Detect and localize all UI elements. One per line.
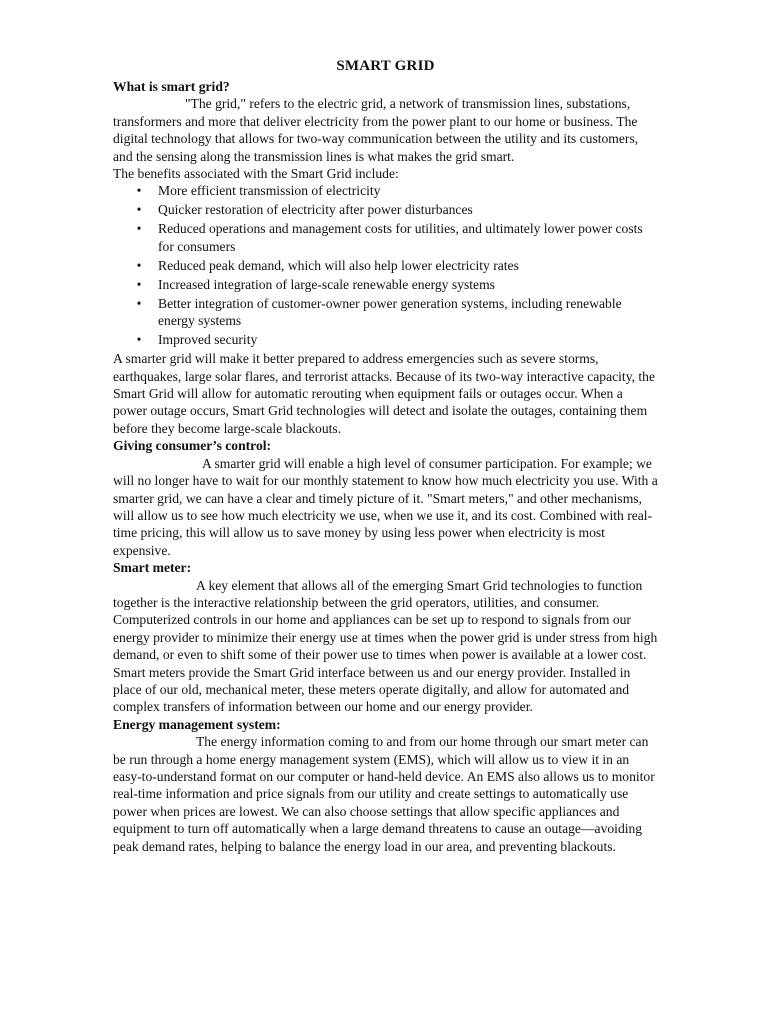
- list-item-text: More efficient transmission of electricity: [158, 183, 381, 199]
- list-item-text: Quicker restoration of electricity after power disturbances: [158, 202, 473, 218]
- list-item: [136, 182, 658, 199]
- list-item: [136, 331, 658, 348]
- list-item-text: Reduced peak demand, which will also help lower electricity rates: [158, 257, 519, 273]
- bullet-icon: •: [136, 257, 142, 273]
- paragraph-energy-management-system: The energy information coming to and from our home through our smart meter can be run through a home energy management system (EMS), which will allow us to view it in an easy-to-understand format on our computer or hand-held device. An EMS also allows us to monitor real-time information and price signals from our utility and create settings to automatically use power when prices are lowest. We can also choose settings that allow specific appliances and equipment to turn off automatically when a large demand threatens to cause an outage—avoiding peak demand rates, helping to balance the energy load in our area, and preventing blackouts.: [113, 734, 655, 854]
- list-item-text: Improved security: [158, 332, 258, 348]
- paragraph-consumer-control: A smarter grid will enable a high level of consumer participation. For example; we will no longer have to wait for our monthly statement to know how much electricity you use. With a smarter grid, we can have a clear and timely picture of it. "Smart meters," and other mechanisms, will allow us to see how much electricity we use, when we use it, and its cost. Combined with real-time pricing, this will allow us to save money by using less power when electricity is most expensive.: [113, 455, 658, 558]
- paragraph-emergencies: A smarter grid will make it better prepared to address emergencies such as severe storms, earthquakes, large solar flares, and terrorist attacks. Because of its two-way interactive capacity, the Smart Grid will allow for automatic rerouting when equipment fails or outages occur. When a power outage occurs, Smart Grid technologies will detect and isolate the outages, containing them before they become large-scale blackouts.: [113, 351, 656, 436]
- bullet-icon: •: [136, 276, 142, 292]
- list-item: [136, 276, 658, 293]
- list-item: [136, 201, 658, 218]
- list-item: [136, 257, 658, 274]
- paragraph-smart-meter: A key element that allows all of the emerging Smart Grid technologies to function together is the interactive relationship between the grid operators, utilities, and consumer. Computerized controls in our home and appliances can be set up to respond to signals from our energy provider to minimize their energy use at times when the power grid is under stress from high demand, or even to shift some of their power use to times when power is available at a lower cost. Smart meters provide the Smart Grid interface between us and our energy provider. Installed in place of our old, mechanical meter, these meters operate digitally, and allow for automated and complex transfers of information between our home and our energy provider.: [113, 577, 658, 715]
- heading-energy-management-system: Energy management system:: [113, 716, 281, 732]
- bullet-icon: •: [136, 295, 142, 311]
- benefits-intro: The benefits associated with the Smart Grid include:: [113, 166, 399, 182]
- list-item: [136, 295, 658, 330]
- list-item: [136, 220, 658, 255]
- document-title: SMART GRID: [336, 58, 435, 74]
- benefits-list: [113, 182, 658, 348]
- heading-smart-meter: Smart meter:: [113, 560, 192, 576]
- bullet-icon: •: [136, 221, 142, 237]
- bullet-icon: •: [136, 183, 142, 199]
- bullet-icon: •: [136, 332, 142, 348]
- list-item-text: Reduced operations and management costs for utilities, and ultimately lower power costs for consumers: [158, 221, 643, 254]
- document-page: [113, 56, 658, 855]
- heading-what-is-smart-grid: What is smart grid?: [113, 79, 230, 94]
- list-item-text: Better integration of customer-owner power generation systems, including renewable energy systems: [158, 295, 622, 329]
- paragraph-grid-definition: "The grid," refers to the electric grid, a network of transmission lines, substations, transformers and more that deliver electricity from the power plant to our home or business. The digital technology that allows for two-way communication between the utility and its customers, and the sensing along the transmission lines is what makes the grid smart.: [113, 96, 639, 164]
- bullet-icon: •: [136, 202, 142, 218]
- list-item-text: Increased integration of large-scale renewable energy systems: [158, 276, 495, 292]
- heading-consumer-control: Giving consumer’s control:: [113, 438, 272, 454]
